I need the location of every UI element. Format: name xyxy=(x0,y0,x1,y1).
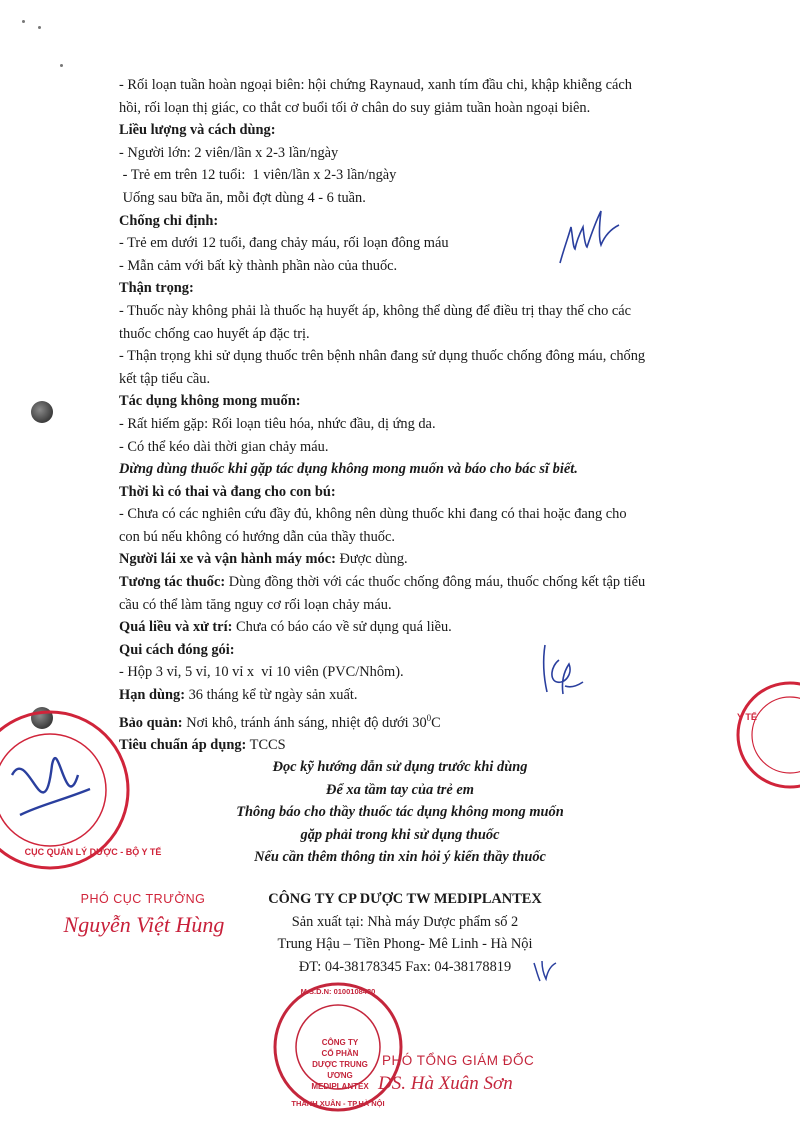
stamp-line: CỔ PHẦN xyxy=(321,1049,359,1058)
stamp-line: CÔNG TY xyxy=(321,1038,359,1047)
stamp-line: DƯỢC TRUNG ƯƠNG xyxy=(312,1060,368,1080)
right-edge-stamp-seal xyxy=(715,675,800,795)
leaflet-body xyxy=(119,74,709,757)
scan-speck xyxy=(60,64,63,67)
deputy-general-director-title: PHÓ TỔNG GIÁM ĐỐC xyxy=(382,1053,535,1068)
notice-line: Thông báo cho thầy thuốc tác dụng không mong muốn xyxy=(236,804,564,821)
body-line: - Hộp 3 vỉ, 5 vỉ, 10 vỉ x vỉ 10 viên (PVC/Nhôm). xyxy=(119,664,404,681)
section-text: Được dùng. xyxy=(335,551,408,568)
superscript: 0 xyxy=(426,712,432,723)
manufacturer-block xyxy=(250,888,560,978)
section-text: Nơi khô, tránh ánh sáng, nhiệt độ dưới 30 xyxy=(182,714,427,731)
punch-hole-upper xyxy=(31,401,53,423)
body-line xyxy=(119,616,709,639)
notice-line: Đọc kỹ hướng dẫn sử dụng trước khi dùng xyxy=(272,759,528,775)
initial-signature-top xyxy=(555,205,625,270)
usage-notice xyxy=(200,756,600,869)
section-text: Dùng đồng thời với các thuốc chống đông máu, thuốc chống kết tập tiểu xyxy=(225,574,646,591)
deputy-director-title: PHÓ CỤC TRƯỞNG xyxy=(80,892,206,906)
section-label: Bảo quản: xyxy=(119,714,183,731)
stamp-ring-bottom: THANH XUÂN - TP.HÀ NỘI xyxy=(291,1099,385,1108)
deputy-general-director-name: DS. Hà Xuân Sơn xyxy=(378,1073,513,1094)
notice-line: Để xa tầm tay của trẻ em xyxy=(326,781,474,798)
section-text: TCCS xyxy=(246,737,286,754)
body-line xyxy=(119,734,709,757)
contact-line: ĐT: 04-38178345 Fax: 04-38178819 xyxy=(298,958,512,975)
body-line: hồi, rối loạn thị giác, co thắt cơ buổi tối ở chân do suy giảm tuần hoàn ngoại biên. xyxy=(119,99,591,116)
section-text: 36 tháng kể từ ngày sản xuất. xyxy=(185,687,358,704)
body-line: - Rất hiếm gặp: Rối loạn tiêu hóa, nhức đầu, dị ứng da. xyxy=(119,415,436,432)
body-line: Tác dụng không mong muốn: xyxy=(119,393,301,410)
section-label: Tương tác thuốc: xyxy=(119,574,226,591)
body-line: - Thuốc này không phải là thuốc hạ huyết áp, không thể dùng để điều trị thay thế cho các xyxy=(119,302,632,319)
factory-line: Sản xuất tại: Nhà máy Dược phẩm số 2 xyxy=(291,913,519,930)
body-line: Dừng dùng thuốc khi gặp tác dụng không mong muốn và báo cho bác sĩ biết. xyxy=(119,461,578,478)
company-name: CÔNG TY CP DƯỢC TW MEDIPLANTEX xyxy=(268,891,542,907)
body-line: - Mẫn cảm với bất kỳ thành phần nào của thuốc. xyxy=(119,257,398,274)
scan-speck xyxy=(38,26,41,29)
body-line: con bú nếu không có hướng dẫn của thầy thuốc. xyxy=(119,528,395,545)
body-line xyxy=(119,548,709,571)
body-line: - Trẻ em trên 12 tuổi: 1 viên/lần x 2-3 lần/ngày xyxy=(119,167,397,184)
notice-line: Nếu cần thêm thông tin xin hỏi ý kiến thầy thuốc xyxy=(254,849,546,866)
body-line: - Trẻ em dưới 12 tuổi, đang chảy máu, rối loạn đông máu xyxy=(119,235,449,252)
section-label: Người lái xe và vận hành máy móc: xyxy=(119,551,336,568)
body-line: Chống chỉ định: xyxy=(119,212,219,229)
body-line: Uống sau bữa ăn, mỗi đợt dùng 4 - 6 tuần. xyxy=(119,189,366,206)
body-line: kết tập tiểu cầu. xyxy=(119,370,211,387)
body-line: Thời kì có thai và đang cho con bú: xyxy=(119,483,336,500)
initial-signature-bottom xyxy=(530,955,560,985)
body-line: - Người lớn: 2 viên/lần x 2-3 lần/ngày xyxy=(119,144,339,161)
body-line: cầu có thể làm tăng nguy cơ rối loạn chảy máu. xyxy=(119,596,392,613)
address-line: Trung Hậu – Tiền Phong- Mê Linh - Hà Nội xyxy=(277,936,533,953)
ministry-stamp-ring-text: CỤC QUẢN LÝ DƯỢC - BỘ Y TẾ xyxy=(24,847,162,857)
body-line xyxy=(119,707,709,734)
scan-speck xyxy=(22,20,25,23)
notice-line: gặp phải trong khi sử dụng thuốc xyxy=(300,826,500,843)
unit-text: C xyxy=(431,714,441,731)
section-text: Chưa có báo cáo về sử dụng quá liều. xyxy=(232,619,452,636)
company-stamp-text xyxy=(307,1037,373,1092)
section-label: Quá liều và xử trí: xyxy=(119,619,233,636)
section-label: Hạn dùng: xyxy=(119,687,185,704)
body-line: - Chưa có các nghiên cứu đầy đủ, không nên dùng thuốc khi đang có thai hoặc đang cho xyxy=(119,506,627,523)
body-line: Thận trọng: xyxy=(119,280,194,297)
body-line: Liều lượng và cách dùng: xyxy=(119,122,276,139)
stamp-line: MEDIPLANTEX xyxy=(311,1082,369,1091)
body-line: - Có thể kéo dài thời gian chảy máu. xyxy=(119,438,329,455)
body-line: - Rối loạn tuần hoàn ngoại biên: hội chứng Raynaud, xanh tím đầu chi, khập khiễng cách xyxy=(119,77,632,93)
body-line: thuốc chống cao huyết áp đặc trị. xyxy=(119,325,310,342)
body-line xyxy=(119,684,709,707)
body-line xyxy=(119,571,709,594)
deputy-director-name: Nguyễn Việt Hùng xyxy=(63,912,225,937)
right-edge-stamp-ring-text: Y TẾ xyxy=(737,712,757,722)
section-label: Tiêu chuẩn áp dụng: xyxy=(119,737,247,754)
initial-signature-middle xyxy=(525,640,595,700)
body-line: - Thận trọng khi sử dụng thuốc trên bệnh nhân đang sử dụng thuốc chống đông máu, chống xyxy=(119,348,646,365)
body-line: Qui cách đóng gói: xyxy=(119,641,235,658)
stamp-ring-top: M.S.D.N: 0100108430 xyxy=(300,987,376,996)
